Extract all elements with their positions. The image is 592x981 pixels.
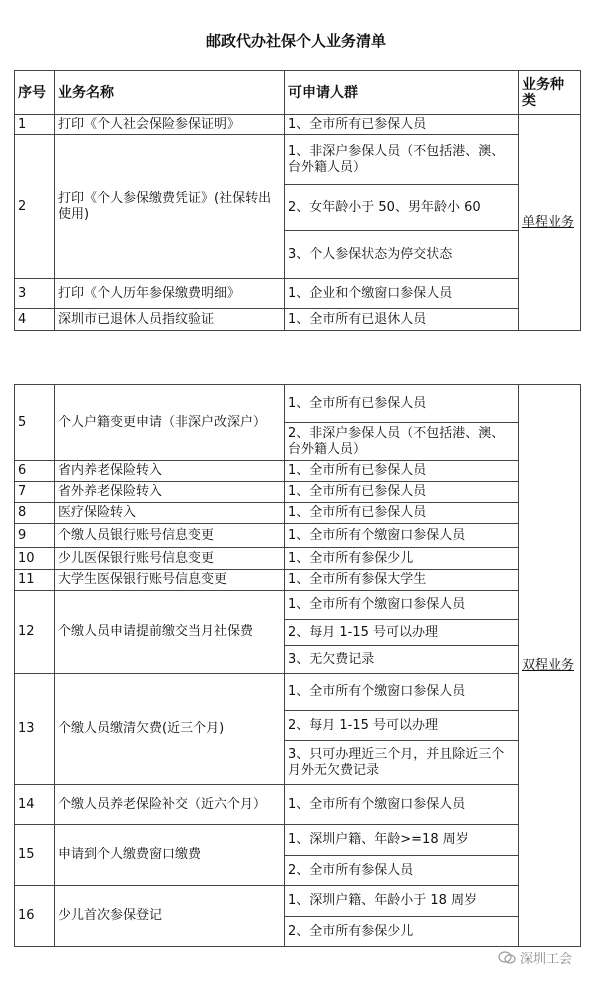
service-name: 省外养老保险转入 (55, 482, 285, 503)
table-row (15, 785, 581, 825)
service-name: 少儿医保银行账号信息变更 (55, 548, 285, 570)
eligible-group: 1、全市所有已退休人员 (285, 309, 519, 331)
service-name: 大学生医保银行账号信息变更 (55, 570, 285, 591)
row-number: 8 (15, 503, 55, 524)
row-number: 13 (15, 674, 55, 785)
table-row (15, 524, 581, 548)
eligible-group: 1、全市所有已参保人员 (285, 385, 519, 423)
table-header-row (15, 71, 581, 115)
service-name: 个缴人员缴清欠费(近三个月) (55, 674, 285, 785)
service-category (519, 385, 581, 947)
table-row (15, 503, 581, 524)
eligible-group: 2、全市所有参保人员 (285, 856, 519, 886)
category-label: 双程业务 (522, 657, 575, 673)
header-name: 业务名称 (55, 71, 285, 115)
table-row (15, 548, 581, 570)
row-number: 12 (15, 591, 55, 674)
header-group: 可申请人群 (285, 71, 519, 115)
service-name: 申请到个人缴费窗口缴费 (55, 825, 285, 886)
service-name: 打印《个人社会保险参保证明》 (55, 115, 285, 135)
eligible-group: 1、企业和个缴窗口参保人员 (285, 279, 519, 309)
chat-bubble-icon (498, 951, 516, 965)
row-number: 2 (15, 135, 55, 279)
row-number: 3 (15, 279, 55, 309)
table-row (15, 570, 581, 591)
service-name: 打印《个人参保缴费凭证》(社保转出使用) (55, 135, 285, 279)
table-row (15, 135, 581, 185)
service-name: 打印《个人历年参保缴费明细》 (55, 279, 285, 309)
page-title: 邮政代办社保个人业务清单 (205, 32, 386, 50)
row-number: 9 (15, 524, 55, 548)
service-name: 个缴人员养老保险补交（近六个月） (55, 785, 285, 825)
eligible-group: 2、每月 1-15 号可以办理 (285, 711, 519, 741)
table-row (15, 461, 581, 482)
eligible-group: 1、全市所有个缴窗口参保人员 (285, 674, 519, 711)
service-table-single (14, 70, 581, 331)
service-name: 省内养老保险转入 (55, 461, 285, 482)
row-number: 10 (15, 548, 55, 570)
eligible-group: 1、全市所有个缴窗口参保人员 (285, 785, 519, 825)
row-number: 15 (15, 825, 55, 886)
row-number: 5 (15, 385, 55, 461)
table-row (15, 482, 581, 503)
row-number: 11 (15, 570, 55, 591)
eligible-group: 1、全市所有已参保人员 (285, 115, 519, 135)
row-number: 14 (15, 785, 55, 825)
eligible-group: 1、全市所有个缴窗口参保人员 (285, 524, 519, 548)
eligible-group: 2、每月 1-15 号可以办理 (285, 620, 519, 646)
watermark (496, 948, 574, 967)
table-row (15, 591, 581, 620)
service-name: 个缴人员银行账号信息变更 (55, 524, 285, 548)
eligible-group: 1、全市所有已参保人员 (285, 461, 519, 482)
service-name: 深圳市已退休人员指纹验证 (55, 309, 285, 331)
header-no: 序号 (15, 71, 55, 115)
table-row (15, 309, 581, 331)
row-number: 4 (15, 309, 55, 331)
header-type: 业务种类 (519, 71, 581, 115)
table-row (15, 115, 581, 135)
row-number: 6 (15, 461, 55, 482)
service-name: 个人户籍变更申请（非深户改深户） (55, 385, 285, 461)
eligible-group: 3、只可办理近三个月，并且除近三个月外无欠费记录 (285, 741, 519, 785)
eligible-group: 3、个人参保状态为停交状态 (285, 231, 519, 279)
row-number: 16 (15, 886, 55, 947)
eligible-group: 2、全市所有参保少儿 (285, 917, 519, 947)
table-row (15, 385, 581, 423)
eligible-group: 1、全市所有参保少儿 (285, 548, 519, 570)
table-row (15, 825, 581, 856)
row-number: 1 (15, 115, 55, 135)
eligible-group: 3、无欠费记录 (285, 646, 519, 674)
service-name: 个缴人员申请提前缴交当月社保费 (55, 591, 285, 674)
eligible-group: 1、非深户参保人员（不包括港、澳、台外籍人员） (285, 135, 519, 185)
row-number: 7 (15, 482, 55, 503)
table-row (15, 279, 581, 309)
service-name: 少儿首次参保登记 (55, 886, 285, 947)
service-table-double (14, 384, 581, 947)
eligible-group: 1、深圳户籍、年龄>=18 周岁 (285, 825, 519, 856)
service-category (519, 115, 581, 331)
service-name: 医疗保险转入 (55, 503, 285, 524)
watermark-text: 深圳工会 (519, 952, 572, 967)
table-row (15, 674, 581, 711)
eligible-group: 1、全市所有已参保人员 (285, 503, 519, 524)
eligible-group: 1、全市所有已参保人员 (285, 482, 519, 503)
eligible-group: 1、全市所有参保大学生 (285, 570, 519, 591)
eligible-group: 2、女年龄小于 50、男年龄小 60 (285, 185, 519, 231)
category-label: 单程业务 (522, 214, 575, 230)
table-row (15, 886, 581, 917)
eligible-group: 2、非深户参保人员（不包括港、澳、台外籍人员） (285, 423, 519, 461)
eligible-group: 1、全市所有个缴窗口参保人员 (285, 591, 519, 620)
eligible-group: 1、深圳户籍、年龄小于 18 周岁 (285, 886, 519, 917)
